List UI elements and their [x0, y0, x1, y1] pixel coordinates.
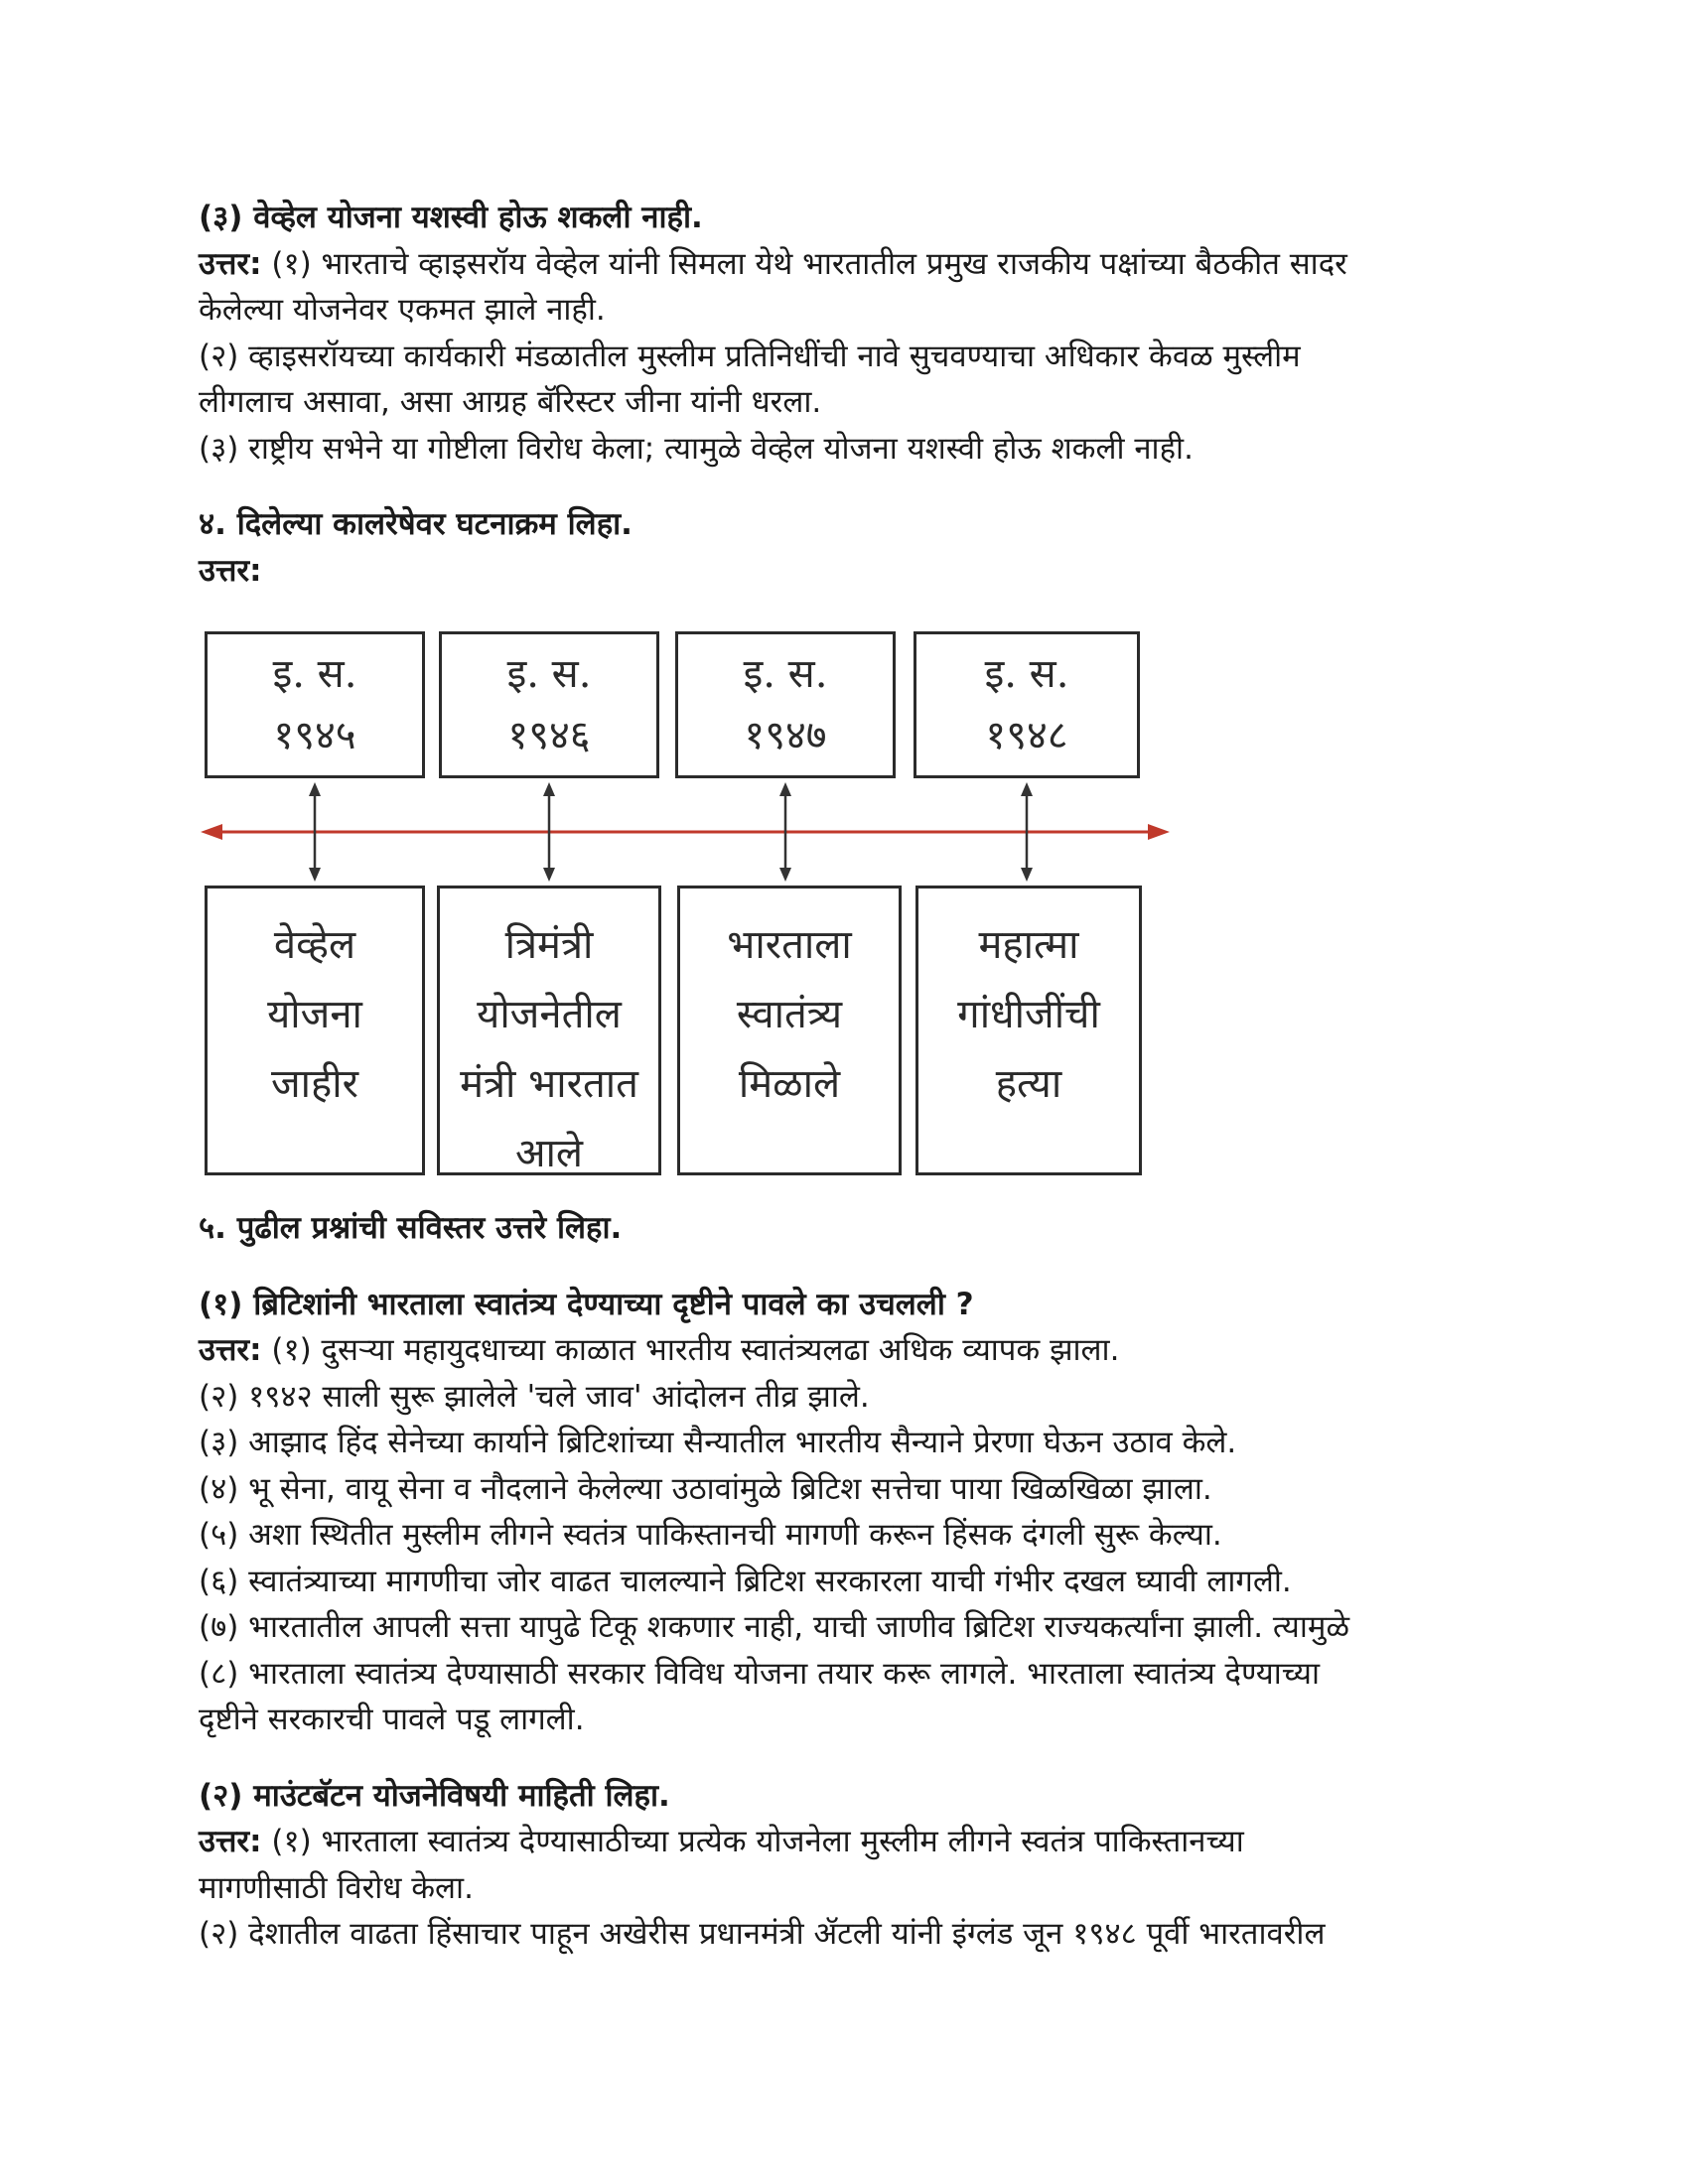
answer-5-1-line-1 — [199, 1327, 1509, 1374]
answer-5-2-line-3: (२) देशातील वाढता हिंसाचार पाहून अखेरीस प्रधानमंत्री ॲटली यांनी इंग्लंड जून १९४८ पूर्वी भारतावरील — [199, 1916, 1326, 1952]
event-box-independence — [677, 886, 902, 1175]
answer-label: उत्तर: — [199, 1332, 262, 1368]
event-line: योजना — [267, 992, 362, 1037]
year-box-1945 — [205, 631, 425, 778]
event-line: आले — [515, 1131, 583, 1176]
answer-3-line-4: लीगलाच असावा, असा आग्रह बॅरिस्टर जीना यांनी धरला. — [199, 384, 822, 420]
event-box-wavell-plan — [205, 886, 425, 1175]
document-page-lower — [199, 1205, 1509, 1958]
year-box-1948 — [914, 631, 1140, 778]
question-4-title: ४. दिलेल्या कालरेषेवर घटनाक्रम लिहा. — [199, 506, 633, 542]
year-box-1946 — [439, 631, 659, 778]
connector-arrowhead-up — [1021, 782, 1033, 796]
timeline-arrowhead-right — [1148, 824, 1170, 840]
answer-5-1-line-5: (५) अशा स्थितीत मुस्लीम लीगने स्वतंत्र पाकिस्तानची मागणी करून हिंसक दंगली सुरू केल्या. — [199, 1517, 1222, 1553]
answer-5-1-line-9: दृष्टीने सरकारची पावले पडू लागली. — [199, 1702, 585, 1737]
connector-arrowhead-up — [309, 782, 321, 796]
document-page — [199, 195, 1509, 594]
connector-arrowhead-up — [543, 782, 555, 796]
event-line: महात्मा — [978, 922, 1079, 968]
year-box-1947 — [675, 631, 896, 778]
connector-arrowhead-down — [1021, 868, 1033, 882]
timeline-arrowhead-left — [201, 824, 222, 840]
year-value: १९४६ — [507, 713, 591, 758]
event-line: हत्या — [995, 1061, 1062, 1107]
event-box-gandhi-assassination — [915, 886, 1142, 1175]
year-era: इ. स. — [984, 651, 1069, 697]
question-5-2-title: (२) माउंटबॅटन योजनेविषयी माहिती लिहा. — [199, 1777, 670, 1814]
year-value: १९४५ — [273, 713, 356, 758]
answer-text: (१) भारताला स्वातंत्र्य देण्यासाठीच्या प्रत्येक योजनेला मुस्लीम लीगने स्वतंत्र पाकिस्तानच्या — [261, 1824, 1244, 1859]
year-value: १९४८ — [985, 713, 1068, 758]
answer-5-2-line-1 — [199, 1819, 1509, 1865]
answer-3-line-5: (३) राष्ट्रीय सभेने या गोष्टीला विरोध केला; त्यामुळे वेव्हेल योजना यशस्वी होऊ शकली नाही. — [199, 430, 1194, 467]
answer-label: उत्तर: — [199, 1824, 262, 1859]
answer-3-line-2: केलेल्या योजनेवर एकमत झाले नाही. — [199, 292, 606, 328]
question-3-title: (३) वेव्हेल योजना यशस्वी होऊ शकली नाही. — [199, 200, 703, 235]
year-era: इ. स. — [506, 651, 592, 697]
answer-5-1-line-2: (२) १९४२ साली सुरू झालेले 'चले जाव' आंदोलन तीव्र झाले. — [199, 1378, 870, 1415]
answer-5-1-line-3: (३) आझाद हिंद सेनेच्या कार्याने ब्रिटिशांच्या सैन्यातील भारतीय सैन्याने प्रेरणा घेऊन उठाव केले. — [199, 1425, 1237, 1460]
event-line: मिळाले — [738, 1061, 841, 1107]
event-line: योजनेतील — [477, 992, 622, 1037]
event-line: जाहीर — [271, 1061, 358, 1107]
answer-5-1-line-8: (८) भारताला स्वातंत्र्य देण्यासाठी सरकार विविध योजना तयार करू लागले. भारताला स्वातंत्र्य देण्याच्या — [199, 1655, 1321, 1692]
timeline-diagram — [199, 625, 1172, 1176]
event-line: वेव्हेल — [273, 922, 356, 968]
question-5-1-title: (१) ब्रिटिशांनी भारताला स्वातंत्र्य देण्याच्या दृष्टीने पावले का उचलली ? — [199, 1286, 974, 1322]
connector-arrowhead-down — [309, 868, 321, 882]
year-era: इ. स. — [272, 651, 357, 697]
answer-4-label: उत्तर: — [199, 552, 262, 589]
answer-3-line-3: (२) व्हाइसरॉयच्या कार्यकारी मंडळातील मुस्लीम प्रतिनिधींची नावे सुचवण्याचा अधिकार केवळ मुस्लीम — [199, 338, 1301, 374]
answer-text: (१) भारताचे व्हाइसरॉय वेव्हेल यांनी सिमला येथे भारतातील प्रमुख राजकीय पक्षांच्या बैठकीत सादर — [261, 245, 1347, 282]
event-line: मंत्री भारतात — [460, 1061, 638, 1107]
answer-3-line-1 — [199, 241, 1509, 288]
answer-5-1-line-7: (७) भारतातील आपली सत्ता यापुढे टिकू शकणार नाही, याची जाणीव ब्रिटिश राज्यकर्त्यांना झाली. त्यामुळे — [199, 1609, 1350, 1645]
event-line: गांधीजींची — [957, 992, 1100, 1037]
event-box-cabinet-mission — [437, 886, 661, 1175]
answer-5-1-line-4: (४) भू सेना, वायू सेना व नौदलाने केलेल्या उठावांमुळे ब्रिटिश सत्तेचा पाया खिळखिळा झाला. — [199, 1470, 1212, 1507]
event-line: स्वातंत्र्य — [736, 992, 843, 1037]
year-era: इ. स. — [743, 651, 828, 697]
answer-label: उत्तर: — [199, 245, 262, 282]
event-line: भारताला — [727, 922, 852, 968]
connector-arrowhead-down — [779, 868, 791, 882]
answer-5-1-line-6: (६) स्वातंत्र्याच्या मागणीचा जोर वाढत चालल्याने ब्रिटिश सरकारला याची गंभीर दखल घ्यावी लागली. — [199, 1563, 1292, 1599]
connector-arrowhead-up — [779, 782, 791, 796]
year-value: १९४७ — [744, 713, 827, 758]
answer-5-2-line-2: मागणीसाठी विरोध केला. — [199, 1869, 474, 1906]
connector-arrowhead-down — [543, 868, 555, 882]
section-5-heading: ५. पुढील प्रश्नांची सविस्तर उत्तरे लिहा. — [199, 1210, 623, 1246]
event-line: त्रिमंत्री — [504, 922, 594, 968]
answer-text: (१) दुसऱ्या महायुदधाच्या काळात भारतीय स्वातंत्र्यलढा अधिक व्यापक झाला. — [261, 1332, 1120, 1368]
